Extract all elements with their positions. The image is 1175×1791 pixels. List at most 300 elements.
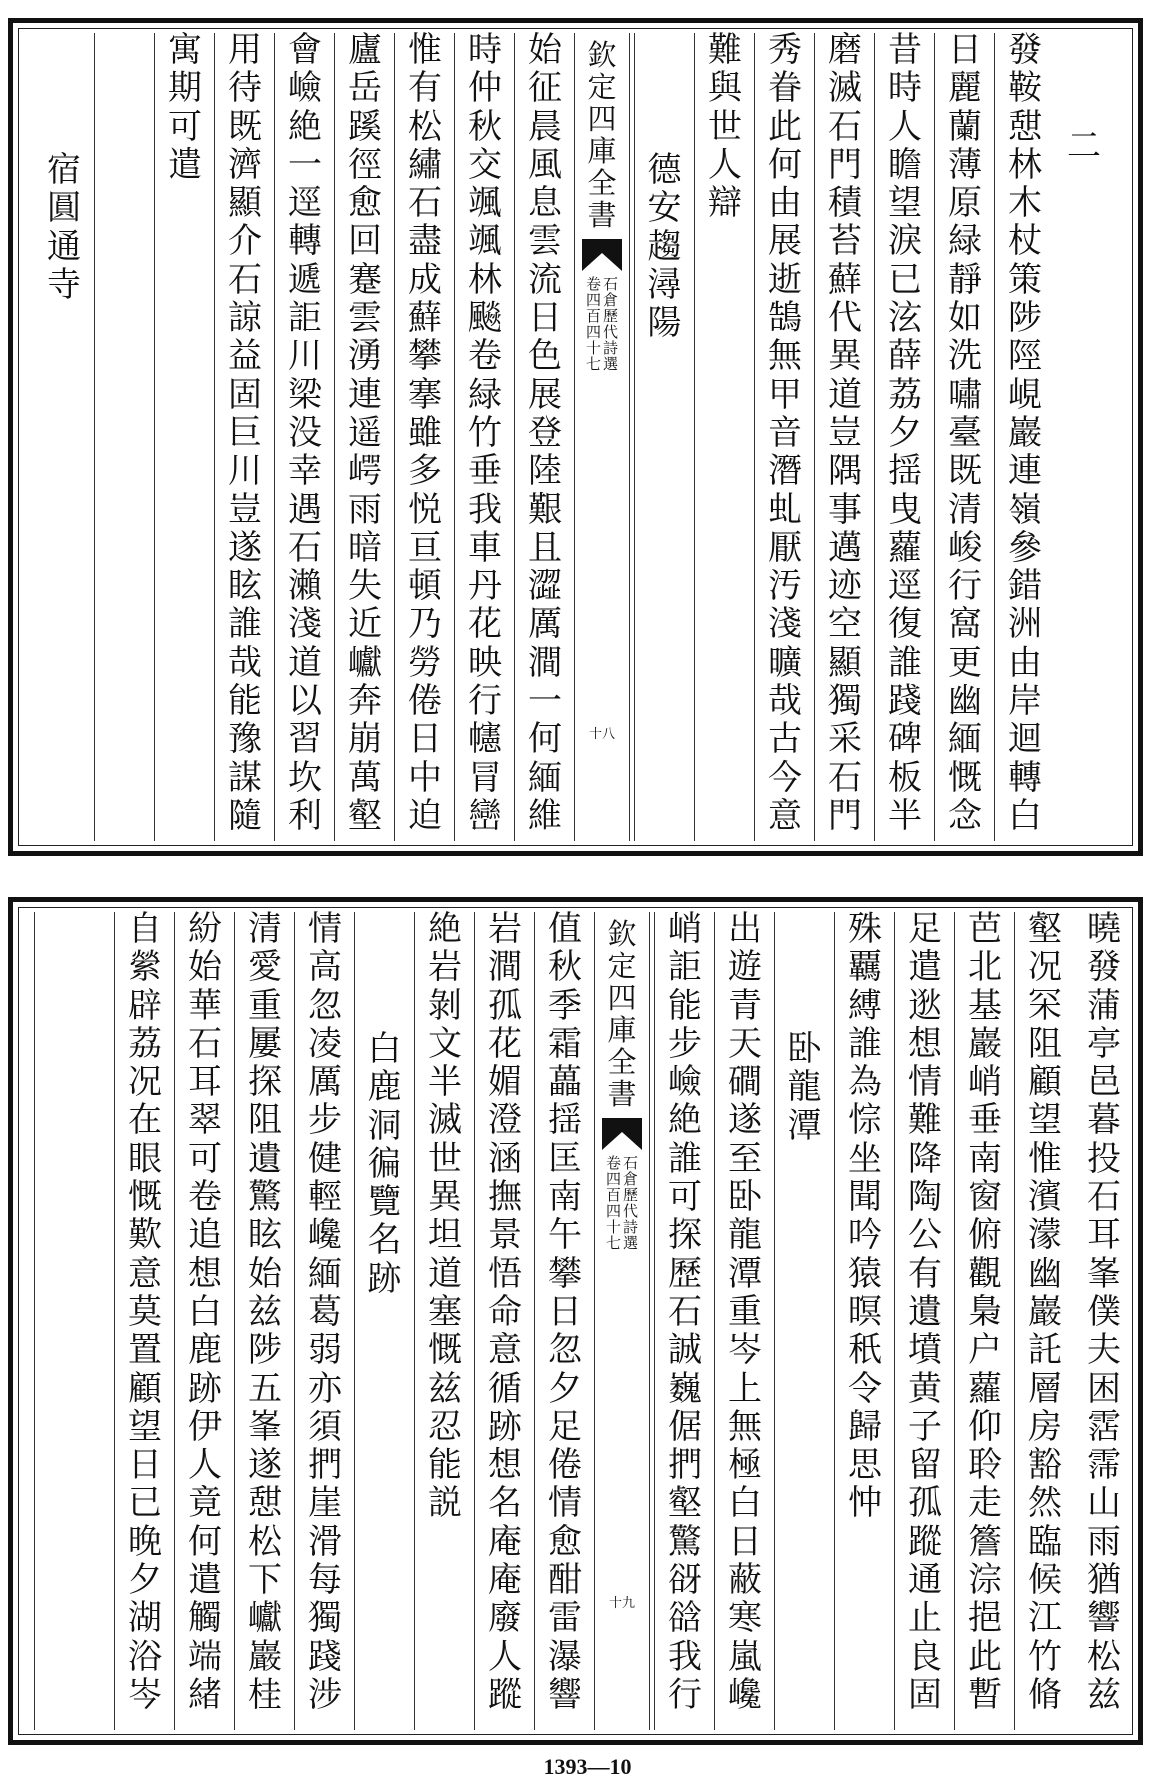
glyph: 蘿	[968, 1368, 1002, 1409]
glyph: 仲	[468, 68, 502, 109]
glyph: 念	[948, 795, 982, 836]
glyph: 巍	[668, 1368, 702, 1409]
text-column	[34, 912, 115, 1730]
glyph: 淺	[768, 604, 802, 645]
glyph: 悰	[848, 1100, 882, 1141]
glyph: 定	[607, 949, 637, 983]
glyph: 登	[528, 412, 562, 453]
glyph: 桂	[248, 1674, 282, 1715]
glyph: 然	[1028, 1483, 1062, 1524]
glyph: 十	[605, 1218, 621, 1236]
glyph: 白	[367, 1029, 402, 1069]
glyph: 潭	[787, 1105, 822, 1146]
glyph: 跡	[188, 1368, 222, 1409]
glyph: 轉	[288, 221, 322, 262]
glyph: 踐	[308, 1636, 342, 1677]
glyph: 會	[288, 30, 322, 70]
glyph: 説	[428, 1483, 462, 1524]
glyph: 寺	[47, 264, 81, 305]
glyph: 全	[587, 166, 617, 200]
glyph: 安	[647, 188, 682, 229]
glyph: 緬	[948, 719, 982, 760]
glyph: 僕	[1087, 1291, 1121, 1332]
glyph: 圓	[47, 188, 81, 229]
glyph: 展	[528, 374, 562, 415]
glyph: 欽	[607, 917, 637, 951]
glyph: 緑	[948, 221, 982, 262]
glyph: 夕	[888, 412, 922, 453]
glyph: 坐	[848, 1138, 882, 1179]
glyph: 始	[528, 30, 562, 70]
glyph: 通	[908, 1560, 942, 1601]
glyph: 健	[308, 1138, 342, 1179]
glyph: 日	[548, 1291, 582, 1332]
glyph: 岩	[428, 947, 462, 988]
glyph: 卧	[787, 1029, 822, 1069]
glyph: 瞻	[888, 144, 922, 185]
glyph: 異	[428, 1177, 462, 1218]
glyph: 一	[528, 681, 562, 722]
glyph: 寒	[728, 1598, 762, 1639]
glyph: 道	[828, 374, 862, 415]
page-number: 十八	[588, 727, 615, 742]
glyph: 曉	[1087, 909, 1121, 949]
glyph: 音	[768, 412, 802, 453]
glyph: 鵠	[768, 298, 802, 339]
glyph: 蹤	[488, 1674, 522, 1715]
glyph: 觀	[968, 1253, 1002, 1294]
glyph: 令	[848, 1368, 882, 1409]
glyph: 既	[948, 451, 982, 492]
glyph: 聆	[968, 1445, 1002, 1486]
glyph: 想	[188, 1253, 222, 1294]
glyph: 固	[228, 374, 262, 415]
glyph: 展	[768, 221, 802, 262]
glyph: 鹿	[367, 1067, 402, 1108]
glyph: 川	[288, 336, 322, 377]
glyph: 盡	[408, 221, 442, 262]
glyph: 顧	[128, 1368, 162, 1409]
glyph: 瀑	[548, 1636, 582, 1677]
glyph: 石	[228, 259, 262, 300]
glyph: 響	[1087, 1598, 1121, 1639]
glyph: 行	[948, 566, 982, 607]
glyph: 幽	[948, 681, 982, 722]
source-line	[605, 1152, 621, 1252]
text-column	[894, 909, 955, 1730]
glyph: 花	[488, 1023, 522, 1064]
glyph: 極	[728, 1445, 762, 1486]
glyph: 觸	[188, 1598, 222, 1639]
glyph: 出	[728, 909, 762, 949]
glyph: 絶	[428, 909, 462, 949]
glyph: 庵	[488, 1560, 522, 1601]
glyph: 高	[308, 947, 342, 988]
glyph: 緒	[188, 1674, 222, 1715]
glyph: 厭	[768, 527, 802, 568]
text-column	[654, 909, 715, 1730]
glyph: 薄	[948, 144, 982, 185]
glyph: 子	[908, 1406, 942, 1447]
glyph: 悟	[488, 1253, 522, 1294]
glyph: 車	[468, 527, 502, 568]
glyph: 竹	[1028, 1636, 1062, 1677]
glyph: 可	[188, 1138, 222, 1179]
text-column	[534, 909, 595, 1730]
glyph: 石	[1087, 1177, 1121, 1218]
glyph: 峴	[1008, 374, 1042, 415]
glyph: 降	[908, 1138, 942, 1179]
glyph: 名	[488, 1483, 522, 1524]
glyph: 庵	[488, 1521, 522, 1562]
glyph: 豈	[828, 412, 862, 453]
glyph: 蘚	[408, 298, 442, 339]
glyph: 用	[228, 30, 262, 70]
glyph: 緑	[468, 374, 502, 415]
glyph: 庫	[607, 1013, 637, 1047]
glyph: 探	[248, 1062, 282, 1103]
glyph: 荔	[888, 374, 922, 415]
glyph: 磵	[728, 1062, 762, 1103]
glyph: 探	[668, 1215, 702, 1256]
glyph: 靜	[948, 259, 982, 300]
glyph: 霈	[1087, 1445, 1121, 1486]
glyph: 嶮	[288, 68, 322, 109]
glyph: 冐	[468, 757, 502, 798]
glyph: 弱	[308, 1330, 342, 1371]
glyph: 古	[768, 719, 802, 760]
fish-tail-mark	[602, 1118, 642, 1150]
glyph: 息	[528, 183, 562, 224]
glyph: 我	[668, 1636, 702, 1677]
glyph: 憇	[1008, 106, 1042, 147]
glyph: 投	[1087, 1138, 1121, 1179]
glyph: 涵	[488, 1138, 522, 1179]
glyph: 聞	[848, 1177, 882, 1218]
glyph: 松	[408, 106, 442, 147]
glyph: 德	[647, 150, 682, 190]
glyph: 自	[128, 909, 162, 949]
glyph: 待	[228, 68, 262, 109]
glyph: 陘	[1008, 336, 1042, 377]
glyph: 止	[908, 1598, 942, 1639]
glyph: 簷	[968, 1521, 1002, 1562]
glyph: 揺	[548, 1100, 582, 1141]
glyph: 蹊	[348, 106, 382, 147]
glyph: 花	[468, 604, 502, 645]
glyph: 眷	[768, 68, 802, 109]
glyph: 嶮	[668, 1062, 702, 1103]
glyph: 倦	[408, 681, 442, 722]
glyph: 澄	[488, 1100, 522, 1141]
glyph: 奔	[348, 681, 382, 722]
glyph: 雨	[1087, 1521, 1121, 1562]
glyph: 異	[828, 336, 862, 377]
glyph: 足	[908, 909, 942, 949]
glyph: 滅	[428, 1100, 462, 1141]
glyph: 濱	[1028, 1177, 1062, 1218]
glyph: 厲	[528, 604, 562, 645]
glyph: 陟	[248, 1330, 282, 1371]
glyph: 遺	[908, 1291, 942, 1332]
glyph: 酣	[548, 1560, 582, 1601]
glyph: 耳	[1087, 1215, 1121, 1256]
glyph: 四	[585, 291, 601, 309]
glyph: 門	[828, 795, 862, 836]
glyph: 更	[948, 642, 982, 683]
glyph: 雨	[348, 489, 382, 530]
glyph: 交	[468, 144, 502, 185]
glyph: 留	[908, 1445, 942, 1486]
glyph: 亭	[1087, 1023, 1121, 1064]
glyph: 以	[288, 681, 322, 722]
glyph: 失	[348, 566, 382, 607]
glyph: 五	[248, 1368, 282, 1409]
glyph: 至	[728, 1138, 762, 1179]
glyph: 豈	[228, 489, 262, 530]
glyph: 能	[228, 681, 262, 722]
glyph: 庫	[587, 134, 617, 168]
glyph: 遞	[288, 259, 322, 300]
glyph: 詩	[603, 339, 619, 357]
glyph: 錯	[1008, 566, 1042, 607]
glyph: 介	[228, 221, 262, 262]
glyph: 湖	[128, 1598, 162, 1639]
glyph: 顧	[1028, 1062, 1062, 1103]
glyph: 絶	[288, 106, 322, 147]
glyph: 紛	[188, 909, 222, 949]
glyph: 石	[288, 527, 322, 568]
glyph: 選	[603, 355, 619, 373]
glyph: 獨	[828, 681, 862, 722]
text-column	[334, 30, 395, 841]
glyph: 四	[605, 1170, 621, 1188]
glyph: 七	[585, 355, 601, 373]
glyph: 石	[623, 1154, 639, 1172]
glyph: 世	[708, 106, 742, 147]
glyph: 澀	[528, 566, 562, 607]
glyph: 詎	[668, 947, 702, 988]
glyph: 歎	[128, 1215, 162, 1256]
volume-page-number: 1393—10	[543, 1754, 632, 1779]
glyph: 搴	[408, 374, 442, 415]
glyph: 思	[848, 1445, 882, 1486]
glyph: 颯	[468, 183, 502, 224]
glyph: 門	[828, 144, 862, 185]
glyph: 哉	[768, 681, 802, 722]
glyph: 卷	[605, 1154, 621, 1172]
glyph: 清	[248, 909, 282, 949]
text-column	[834, 909, 895, 1730]
glyph: 絶	[668, 1100, 702, 1141]
glyph: 代	[623, 1202, 639, 1220]
glyph: 且	[528, 527, 562, 568]
glyph: 峭	[968, 1062, 1002, 1103]
glyph: 廢	[488, 1598, 522, 1639]
glyph: 塞	[428, 1291, 462, 1332]
glyph: 麗	[948, 68, 982, 109]
glyph: 能	[668, 985, 702, 1026]
glyph: 維	[528, 795, 562, 836]
glyph: 情	[308, 909, 342, 949]
glyph: 厲	[308, 1062, 342, 1103]
glyph: 艱	[528, 489, 562, 530]
glyph: 倦	[548, 1445, 582, 1486]
glyph: 巖	[1028, 1291, 1062, 1332]
glyph: 諒	[228, 298, 262, 339]
glyph: 澗	[488, 947, 522, 988]
glyph: 可	[168, 106, 202, 147]
glyph: 步	[308, 1100, 342, 1141]
glyph: 曠	[768, 642, 802, 683]
glyph: 基	[968, 985, 1002, 1026]
glyph: 流	[528, 259, 562, 300]
glyph: 半	[428, 1062, 462, 1103]
glyph: 脩	[1028, 1674, 1062, 1715]
fish-tail-mark	[582, 239, 622, 271]
glyph: 有	[908, 1253, 942, 1294]
glyph: 我	[468, 489, 502, 530]
glyph: 白	[1008, 795, 1042, 836]
glyph: 日	[408, 719, 442, 760]
poem-title	[354, 912, 414, 1730]
glyph: 竹	[468, 412, 502, 453]
glyph: 踐	[888, 681, 922, 722]
page-frame-top	[18, 28, 1133, 846]
glyph: 巨	[228, 412, 262, 453]
glyph: 候	[1028, 1560, 1062, 1601]
glyph: 始	[188, 947, 222, 988]
glyph: 時	[468, 30, 502, 70]
glyph: 征	[528, 68, 562, 109]
glyph: 杖	[1008, 221, 1042, 262]
glyph: 遥	[348, 412, 382, 453]
glyph: 阻	[248, 1100, 282, 1141]
glyph: 山	[1087, 1483, 1121, 1524]
glyph: 窩	[948, 604, 982, 645]
glyph: 歷	[668, 1253, 702, 1294]
glyph: 秖	[848, 1330, 882, 1371]
glyph: 霑	[1087, 1406, 1121, 1447]
glyph: 徑	[348, 144, 382, 185]
glyph: 石	[828, 757, 862, 798]
glyph: 葛	[308, 1291, 342, 1332]
text-column	[214, 30, 275, 841]
glyph: 隨	[228, 795, 262, 836]
glyph: 遣	[188, 1560, 222, 1601]
glyph: 岸	[1008, 681, 1042, 722]
glyph: 仰	[968, 1406, 1002, 1447]
glyph: 澗	[528, 642, 562, 683]
center-gutter	[594, 912, 650, 1730]
glyph: 重	[728, 1291, 762, 1332]
poem-title	[634, 33, 694, 841]
glyph: 揺	[888, 451, 922, 492]
glyph: 白	[728, 1483, 762, 1524]
glyph: 秋	[468, 106, 502, 147]
glyph: 望	[128, 1406, 162, 1447]
glyph: 歸	[848, 1406, 882, 1447]
glyph: 浴	[128, 1636, 162, 1677]
glyph: 世	[428, 1138, 462, 1179]
glyph: 峻	[948, 527, 982, 568]
glyph: 秋	[548, 947, 582, 988]
glyph: 南	[968, 1138, 1002, 1179]
glyph: 顯	[228, 183, 262, 224]
book-title	[587, 33, 617, 232]
glyph: 豁	[1028, 1445, 1062, 1486]
glyph: 益	[228, 336, 262, 377]
glyph: 遺	[248, 1138, 282, 1179]
glyph: 跡	[488, 1406, 522, 1447]
glyph: 木	[1008, 183, 1042, 224]
page-bottom	[8, 897, 1143, 1745]
glyph: 淙	[968, 1560, 1002, 1601]
glyph: 林	[468, 259, 502, 300]
glyph: 值	[548, 909, 582, 949]
glyph: 陽	[647, 303, 682, 344]
glyph: 蘿	[888, 527, 922, 568]
glyph: 百	[585, 307, 601, 325]
glyph: 須	[308, 1406, 342, 1447]
glyph: 芭	[968, 909, 1002, 949]
glyph: 碑	[888, 719, 922, 760]
glyph: 遂	[728, 1100, 762, 1141]
glyph: 與	[708, 68, 742, 109]
glyph: 壑	[1028, 909, 1062, 949]
glyph: 巉	[308, 1215, 342, 1256]
glyph: 何	[188, 1521, 222, 1562]
glyph: 意	[128, 1253, 162, 1294]
glyph: 何	[528, 719, 562, 760]
glyph: 岑	[728, 1330, 762, 1371]
glyph: 亦	[308, 1368, 342, 1409]
page-top	[8, 18, 1143, 856]
glyph: 罙	[1028, 985, 1062, 1026]
glyph: 已	[888, 259, 922, 300]
glyph: 瀨	[288, 566, 322, 607]
glyph: 今	[768, 757, 802, 798]
glyph: 捫	[308, 1445, 342, 1486]
glyph: 原	[948, 183, 982, 224]
glyph: 虬	[768, 489, 802, 530]
glyph: 巉	[728, 1674, 762, 1715]
glyph: 逝	[768, 259, 802, 300]
glyph: 覊	[848, 947, 882, 988]
glyph: 日	[528, 298, 562, 339]
glyph: 下	[248, 1560, 282, 1601]
text-column	[714, 909, 775, 1730]
glyph: 媚	[488, 1062, 522, 1103]
text-column	[174, 909, 235, 1730]
glyph: 窗	[968, 1177, 1002, 1218]
glyph: 季	[548, 985, 582, 1026]
glyph: 林	[1008, 144, 1042, 185]
glyph: 蒲	[1087, 985, 1121, 1026]
text-column	[1014, 909, 1075, 1730]
glyph: 夫	[1087, 1330, 1121, 1371]
glyph: 峯	[248, 1406, 282, 1447]
glyph: 峭	[668, 909, 702, 949]
glyph: 四	[605, 1202, 621, 1220]
glyph: 策	[1008, 259, 1042, 300]
glyph: 晨	[528, 106, 562, 147]
glyph: 能	[428, 1445, 462, 1486]
glyph: 忡	[848, 1483, 882, 1524]
glyph: 多	[408, 451, 442, 492]
page-number: 十九	[608, 1596, 635, 1611]
glyph: 板	[888, 757, 922, 798]
